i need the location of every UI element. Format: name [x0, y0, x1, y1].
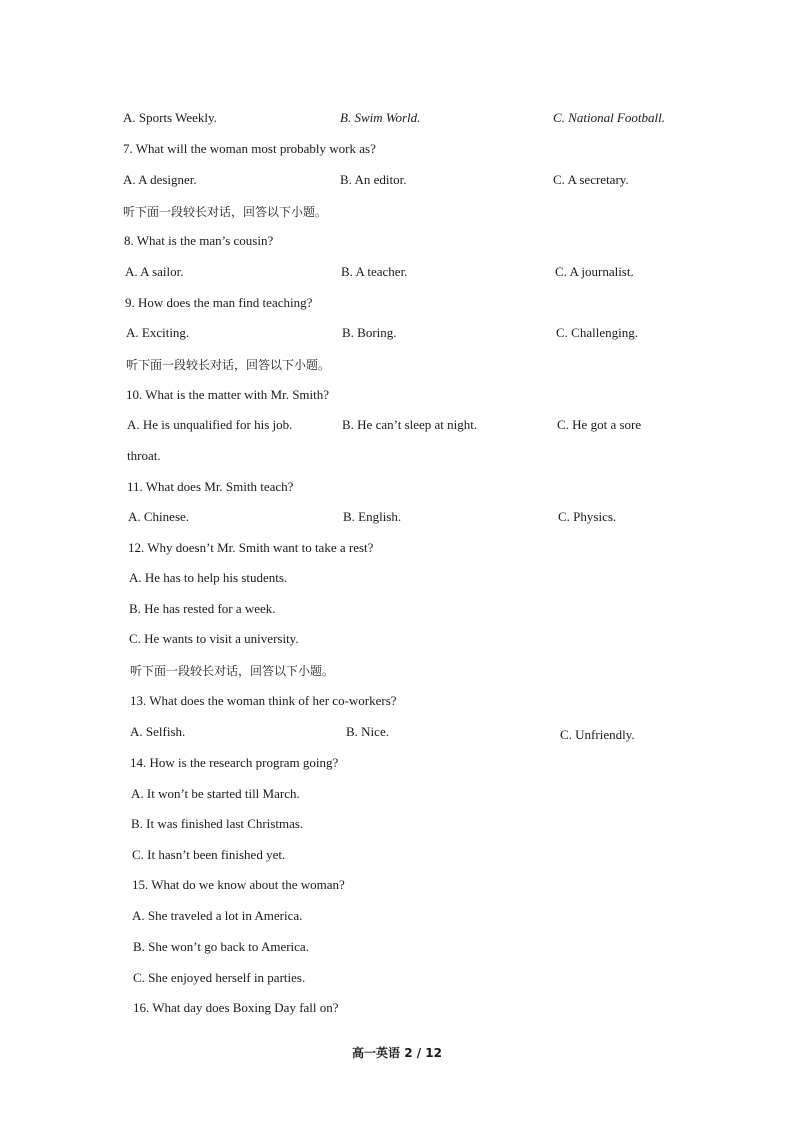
- section-instruction: 听下面一段较长对话，回答以下小题。: [130, 664, 335, 678]
- q11-stem-row: [0, 479, 794, 499]
- q10-option-b: B. He can’t sleep at night.: [342, 417, 478, 432]
- q12-stem-row: [0, 540, 794, 560]
- q9-option-a: A. Exciting.: [126, 325, 190, 340]
- q6-option-a: A. Sports Weekly.: [123, 110, 217, 125]
- section-instruction-row: [0, 203, 794, 223]
- q10-stem-row: [0, 387, 794, 407]
- q11-option-a: A. Chinese.: [128, 509, 190, 524]
- q9-options-row: [0, 325, 794, 345]
- q12-option-c-row: [0, 631, 794, 651]
- q14-stem-row: [0, 755, 794, 775]
- q10-option-c-continuation: throat.: [127, 448, 161, 463]
- q6-options-row: [0, 110, 794, 130]
- q14-option-b-row: [0, 816, 794, 836]
- q13-options-row: [0, 724, 794, 744]
- section-instruction: 听下面一段较长对话，回答以下小题。: [126, 358, 331, 372]
- q15-option-c-row: [0, 970, 794, 990]
- q15-stem-row: [0, 877, 794, 897]
- q12-option-c: C. He wants to visit a university.: [129, 631, 299, 646]
- q12-stem: 12. Why doesn’t Mr. Smith want to take a rest?: [128, 540, 374, 555]
- q14-option-c-row: [0, 847, 794, 867]
- q11-stem: 11. What does Mr. Smith teach?: [127, 479, 294, 494]
- q15-stem: 15. What do we know about the woman?: [132, 877, 345, 892]
- q14-option-c: C. It hasn’t been finished yet.: [132, 847, 286, 862]
- q10-options-row: [0, 417, 794, 437]
- q8-option-b: B. A teacher.: [341, 264, 408, 279]
- q12-option-b-row: [0, 601, 794, 621]
- q8-stem-row: [0, 233, 794, 253]
- q13-option-b: B. Nice.: [346, 724, 389, 739]
- q13-stem-row: [0, 693, 794, 713]
- q15-option-a-row: [0, 908, 794, 928]
- q8-options-row: [0, 264, 794, 284]
- q14-option-a: A. It won’t be started till March.: [131, 786, 300, 801]
- q13-option-c: C. Unfriendly.: [560, 727, 635, 742]
- q9-option-b: B. Boring.: [342, 325, 397, 340]
- q13-option-a: A. Selfish.: [130, 724, 186, 739]
- q8-stem: 8. What is the man’s cousin?: [124, 233, 274, 248]
- q7-stem-row: [0, 141, 794, 161]
- q9-stem: 9. How does the man find teaching?: [125, 295, 313, 310]
- q13-stem: 13. What does the woman think of her co-workers?: [130, 693, 397, 708]
- q10-stem: 10. What is the matter with Mr. Smith?: [126, 387, 330, 402]
- q16-stem-row: [0, 1000, 794, 1020]
- section-instruction-row: [0, 662, 794, 682]
- q16-stem: 16. What day does Boxing Day fall on?: [133, 1000, 339, 1015]
- q11-option-c: C. Physics.: [558, 509, 617, 524]
- q10-option-a: A. He is unqualified for his job.: [127, 417, 293, 432]
- q11-option-b: B. English.: [343, 509, 402, 524]
- q14-stem: 14. How is the research program going?: [130, 755, 339, 770]
- q14-option-b: B. It was finished last Christmas.: [131, 816, 304, 831]
- q9-stem-row: [0, 295, 794, 315]
- q11-options-row: [0, 509, 794, 529]
- q8-option-c: C. A journalist.: [555, 264, 634, 279]
- q8-option-a: A. A sailor.: [125, 264, 184, 279]
- q7-options-row: [0, 172, 794, 192]
- q7-option-a: A. A designer.: [123, 172, 197, 187]
- q12-option-a: A. He has to help his students.: [129, 570, 288, 585]
- q7-option-c: C. A secretary.: [553, 172, 629, 187]
- q14-option-a-row: [0, 786, 794, 806]
- q6-option-b: B. Swim World.: [340, 110, 421, 125]
- q12-option-b: B. He has rested for a week.: [129, 601, 276, 616]
- q15-option-a: A. She traveled a lot in America.: [132, 908, 303, 923]
- q15-option-c: C. She enjoyed herself in parties.: [133, 970, 306, 985]
- q7-option-b: B. An editor.: [340, 172, 407, 187]
- q10-continuation-row: [0, 448, 794, 468]
- q9-option-c: C. Challenging.: [556, 325, 638, 340]
- q15-option-b: B. She won’t go back to America.: [133, 939, 309, 954]
- section-instruction-row: [0, 356, 794, 376]
- q6-option-c: C. National Football.: [553, 110, 665, 125]
- section-instruction: 听下面一段较长对话，回答以下小题。: [123, 205, 328, 219]
- q12-option-a-row: [0, 570, 794, 590]
- q10-option-c: C. He got a sore: [557, 417, 642, 432]
- q15-option-b-row: [0, 939, 794, 959]
- q7-stem: 7. What will the woman most probably work as?: [123, 141, 376, 156]
- page-footer: 高一英语 2 / 12: [352, 1046, 442, 1060]
